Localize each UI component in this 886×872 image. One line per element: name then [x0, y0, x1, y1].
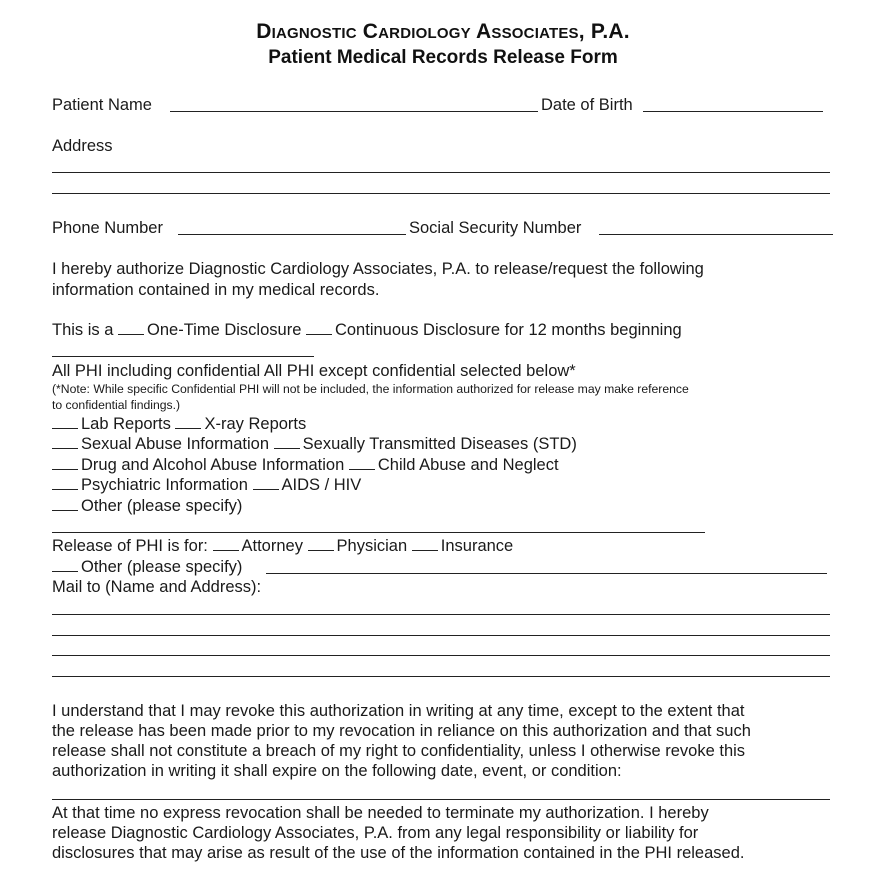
xray-label: X-ray Reports [204, 415, 307, 433]
dob-label: Date of Birth [541, 96, 633, 114]
physician-blank[interactable] [308, 536, 334, 551]
drug-label: Drug and Alcohol Abuse Information [81, 456, 345, 474]
check-row-2 [52, 434, 577, 454]
release-other-field[interactable] [266, 573, 827, 574]
final-line-3: disclosures that may arise as result of the use of the information contained in the PHI released. [52, 844, 745, 862]
psych-blank[interactable] [52, 475, 78, 490]
one-time-label: One-Time Disclosure [147, 321, 302, 339]
address-line-1[interactable] [52, 172, 830, 173]
check-row-4 [52, 475, 361, 495]
aids-label: AIDS / HIV [281, 476, 362, 494]
lab-label: Lab Reports [81, 415, 171, 433]
patient-name-field[interactable] [170, 111, 538, 112]
phone-field[interactable] [178, 234, 406, 235]
check-row-3 [52, 455, 559, 475]
final-line-1: At that time no express revocation shall be needed to terminate my authorization. I hereby [52, 804, 709, 822]
mail-line-1[interactable] [52, 614, 830, 615]
other-label: Other (please specify) [81, 497, 243, 515]
aids-blank[interactable] [253, 475, 279, 490]
physician-label: Physician [336, 537, 408, 555]
one-time-blank[interactable] [118, 320, 144, 335]
xray-blank[interactable] [175, 414, 201, 429]
authorize-line-1: I hereby authorize Diagnostic Cardiology Associates, P.A. to release/request the following [52, 260, 704, 278]
phi-line: All PHI including confidential All PHI except confidential selected below* [52, 362, 576, 380]
phi-note-1: (*Note: While specific Confidential PHI will not be included, the information authorized for release may make reference [52, 382, 689, 396]
revoke-line-1: I understand that I may revoke this authorization in writing at any time, except to the extent that [52, 702, 745, 720]
insurance-label: Insurance [440, 537, 514, 555]
begin-date-field[interactable] [52, 356, 314, 357]
mail-line-2[interactable] [52, 635, 830, 636]
mail-to-label: Mail to (Name and Address): [52, 578, 262, 596]
release-row [52, 536, 513, 556]
other-specify-field[interactable] [52, 532, 705, 533]
authorize-line-2: information contained in my medical records. [52, 281, 380, 299]
disclosure-row [52, 320, 682, 340]
release-other-label: Other (please specify) [81, 558, 243, 576]
check-row-1 [52, 414, 306, 434]
child-abuse-label: Child Abuse and Neglect [377, 456, 559, 474]
final-line-2: release Diagnostic Cardiology Associates, P.A. from any legal responsibility or liability for [52, 824, 699, 842]
disclosure-prefix: This is a [52, 321, 114, 339]
dob-field[interactable] [643, 111, 823, 112]
attorney-blank[interactable] [213, 536, 239, 551]
drug-blank[interactable] [52, 455, 78, 470]
continuous-blank[interactable] [306, 320, 332, 335]
phi-note-2: to confidential findings.) [52, 398, 181, 412]
ssn-label: Social Security Number [409, 219, 582, 237]
sexual-abuse-blank[interactable] [52, 434, 78, 449]
mail-line-3[interactable] [52, 655, 830, 656]
form-title: Patient Medical Records Release Form [268, 47, 618, 68]
continuous-label: Continuous Disclosure for 12 months beginning [334, 321, 682, 339]
attorney-label: Attorney [241, 537, 303, 555]
lab-blank[interactable] [52, 414, 78, 429]
revoke-line-3: release shall not constitute a breach of my right to confidentiality, unless I otherwise revoke this [52, 742, 746, 760]
sexual-abuse-label: Sexual Abuse Information [81, 435, 270, 453]
address-label: Address [52, 137, 113, 155]
psych-label: Psychiatric Information [81, 476, 248, 494]
std-label: Sexually Transmitted Diseases (STD) [302, 435, 577, 453]
check-row-5 [52, 496, 242, 516]
release-other-row [52, 557, 242, 577]
other-blank[interactable] [52, 496, 78, 511]
phone-label: Phone Number [52, 219, 163, 237]
patient-name-label: Patient Name [52, 96, 152, 114]
insurance-blank[interactable] [412, 536, 438, 551]
revoke-line-2: the release has been made prior to my revocation in reliance on this authorization and that such [52, 722, 751, 740]
release-other-blank[interactable] [52, 557, 78, 572]
release-label: Release of PHI is for: [52, 537, 208, 555]
mail-line-4[interactable] [52, 676, 830, 677]
ssn-field[interactable] [599, 234, 833, 235]
address-line-2[interactable] [52, 193, 830, 194]
revoke-line-4: authorization in writing it shall expire on the following date, event, or condition: [52, 762, 622, 780]
child-abuse-blank[interactable] [349, 455, 375, 470]
expiration-field[interactable] [52, 799, 830, 800]
practice-title: Diagnostic Cardiology Associates, P.A. [256, 20, 630, 43]
std-blank[interactable] [274, 434, 300, 449]
